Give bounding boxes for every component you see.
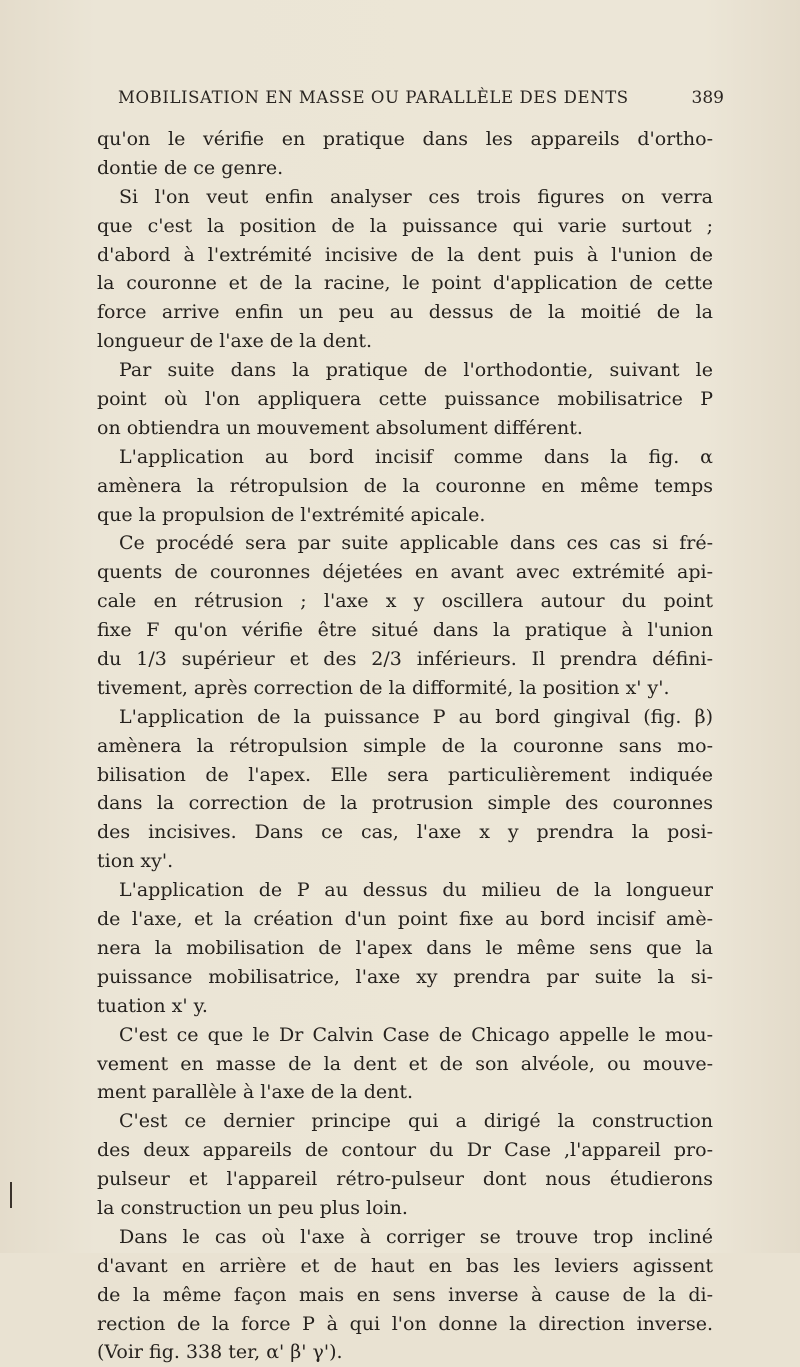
text-line: que la propulsion de l'extrémité apicale.	[97, 503, 486, 526]
text-line: tion xy'.	[97, 850, 174, 873]
text-line: quents de couronnes déjetées en avant avec extrémité api-	[97, 561, 713, 584]
text-line: tivement, après correction de la difformité, la position x' y'.	[97, 676, 670, 699]
text-line: Ce procédé sera par suite applicable dans ces cas si fré-	[119, 532, 713, 555]
text-line: du 1/3 supérieur et des 2/3 inférieurs. Il prendra défini-	[97, 648, 713, 671]
text-line: nera la mobilisation de l'apex dans le même sens que la	[97, 936, 713, 959]
text-line: dontie de ce genre.	[97, 156, 284, 179]
text-line: d'abord à l'extrémité incisive de la dent puis à l'union de	[97, 243, 713, 266]
text-line: Par suite dans la pratique de l'orthodontie, suivant le	[119, 359, 713, 382]
text-line: (Voir fig. 338 ter, α' β' γ').	[97, 1341, 343, 1364]
text-line: C'est ce dernier principe qui a dirigé la construction	[119, 1110, 713, 1133]
running-head-title: MOBILISATION EN MASSE OU PARALLÈLE DES DENTS	[118, 88, 629, 107]
text-line: ment parallèle à l'axe de la dent.	[97, 1081, 414, 1104]
text-line: pulseur et l'appareil rétro-pulseur dont nous étudierons	[97, 1168, 713, 1191]
text-line: la construction un peu plus loin.	[97, 1196, 408, 1219]
body-text	[97, 125, 713, 1367]
margin-mark	[10, 1182, 12, 1208]
text-line: de la même façon mais en sens inverse à cause de la di-	[97, 1283, 713, 1306]
text-line: cale en rétrusion ; l'axe x y oscillera autour du point	[97, 590, 713, 613]
running-head	[118, 88, 724, 118]
text-line: amènera la rétropulsion simple de la couronne sans mo-	[97, 734, 713, 757]
text-line: bilisation de l'apex. Elle sera particulièrement indiquée	[97, 763, 713, 786]
text-line: fixe F qu'on vérifie être situé dans la pratique à l'union	[97, 619, 713, 642]
text-line: vement en masse de la dent et de son alvéole, ou mouve-	[97, 1052, 713, 1075]
text-line: d'avant en arrière et de haut en bas les leviers agissent	[97, 1254, 713, 1277]
text-line: dans la correction de la protrusion simple des couronnes	[97, 792, 713, 815]
text-line: de l'axe, et la création d'un point fixe au bord incisif amè-	[97, 908, 713, 931]
page-number: 389	[691, 88, 724, 108]
text-line: force arrive enfin un peu au dessus de la moitié de la	[97, 301, 713, 324]
text-line: L'application au bord incisif comme dans la fig. α	[119, 445, 713, 468]
text-line: Si l'on veut enfin analyser ces trois figures on verra	[119, 185, 713, 208]
text-line: longueur de l'axe de la dent.	[97, 330, 373, 353]
text-line: des incisives. Dans ce cas, l'axe x y prendra la posi-	[97, 821, 713, 844]
text-line: rection de la force P à qui l'on donne la direction inverse.	[97, 1312, 713, 1335]
text-line: Dans le cas où l'axe à corriger se trouve trop incliné	[119, 1225, 713, 1248]
text-line: on obtiendra un mouvement absolument différent.	[97, 416, 583, 439]
text-line: point où l'on appliquera cette puissance mobilisatrice P	[97, 388, 713, 411]
text-line: des deux appareils de contour du Dr Case ,l'appareil pro-	[97, 1139, 713, 1162]
text-line: que c'est la position de la puissance qui varie surtout ;	[97, 214, 713, 237]
text-line: la couronne et de la racine, le point d'application de cette	[97, 272, 713, 295]
text-line: L'application de P au dessus du milieu de la longueur	[119, 879, 713, 902]
text-line: puissance mobilisatrice, l'axe xy prendra par suite la si-	[97, 965, 713, 988]
text-line: L'application de la puissance P au bord gingival (fig. β)	[119, 705, 713, 728]
text-line: C'est ce que le Dr Calvin Case de Chicago appelle le mou-	[119, 1023, 713, 1046]
text-line: tuation x' y.	[97, 994, 208, 1017]
text-line: amènera la rétropulsion de la couronne en même temps	[97, 474, 713, 497]
text-line: qu'on le vérifie en pratique dans les appareils d'ortho-	[97, 128, 713, 150]
